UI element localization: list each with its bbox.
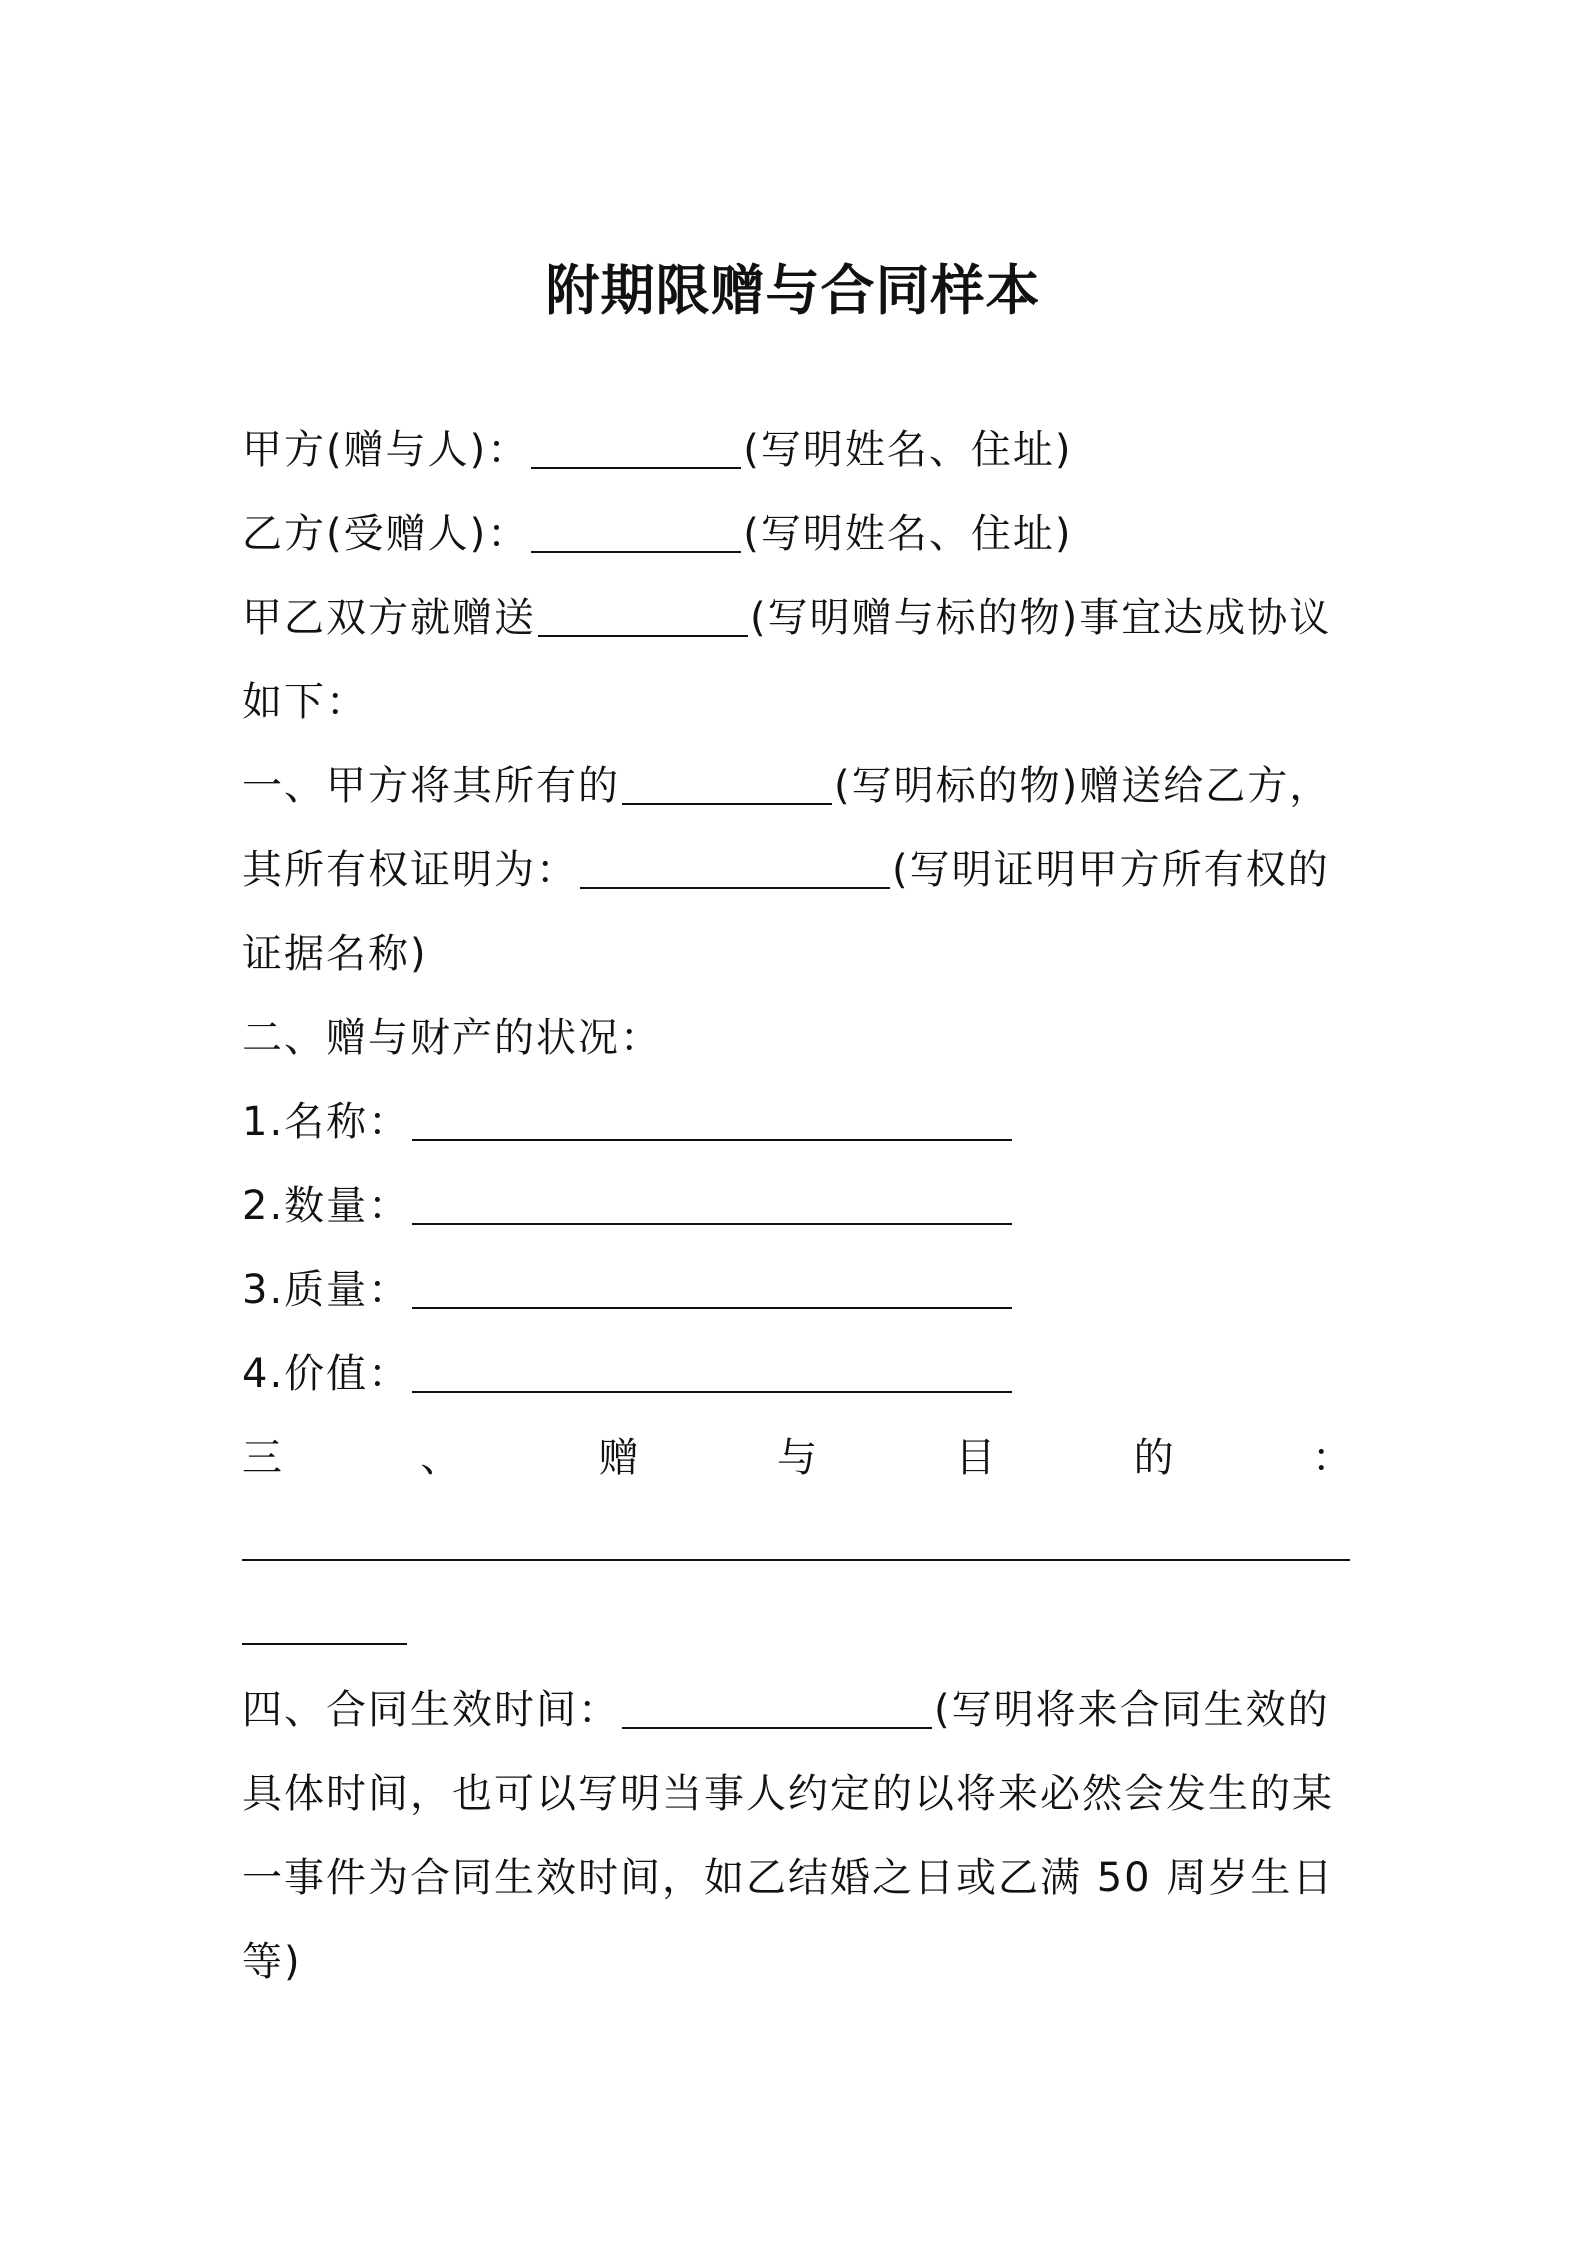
- party-a-note: (写明姓名、住址): [743, 427, 1073, 473]
- party-b-note: (写明姓名、住址): [743, 511, 1073, 557]
- agreement-line-end: 如下：: [242, 679, 368, 725]
- clause-2-heading: 二、赠与财产的状况：: [242, 1015, 662, 1061]
- clause-4-suffix: (写明将来合同生效的: [934, 1687, 1330, 1733]
- clause-3-char: ：: [1311, 1435, 1352, 1481]
- clause-1-blank: [622, 763, 832, 805]
- clause-4-prefix: 四、合同生效时间：: [242, 1687, 620, 1733]
- item-quality-label: 3.质量：: [242, 1267, 411, 1313]
- clause-4-line-2: 具体时间，也可以写明当事人约定的以将来必然会发生的某: [242, 1771, 1334, 1817]
- clause-4-line-4: 等): [242, 1939, 302, 1985]
- item-quality-line: [242, 1248, 1352, 1332]
- party-a-label: 甲方(赠与人)：: [242, 427, 530, 473]
- clause-4-line: [242, 1668, 1352, 1752]
- clause-1-prefix: 一、甲方将其所有的: [242, 763, 620, 809]
- item-name-blank: [412, 1099, 1012, 1141]
- clause-1-line: [242, 744, 1352, 828]
- ownership-prefix: 其所有权证明为：: [242, 847, 578, 893]
- clause-3-char: 三: [242, 1435, 282, 1481]
- effective-time-blank: [622, 1687, 932, 1729]
- item-name-label: 1.名称：: [242, 1099, 411, 1145]
- item-value-label: 4.价值：: [242, 1351, 411, 1397]
- clause-3-char: 、: [420, 1435, 461, 1481]
- gift-object-blank: [538, 595, 748, 637]
- agreement-suffix: (写明赠与标的物)事宜达成协议: [750, 595, 1332, 641]
- item-value-blank: [412, 1351, 1012, 1393]
- clause-3-heading: [242, 1416, 1352, 1500]
- purpose-blank-continued: [242, 1603, 407, 1645]
- item-quality-blank: [412, 1267, 1012, 1309]
- party-b-line: [242, 492, 1352, 576]
- document-title: 附期限赠与合同样本: [545, 259, 1041, 322]
- item-quantity-blank: [412, 1183, 1012, 1225]
- clause-1-suffix: (写明标的物)赠送给乙方，: [834, 763, 1332, 809]
- party-b-blank: [531, 511, 741, 553]
- document-body: [242, 408, 1352, 2004]
- ownership-line-end: 证据名称): [242, 931, 428, 977]
- clause-3-char: 的: [1133, 1435, 1174, 1481]
- item-quantity-label: 2.数量：: [242, 1183, 411, 1229]
- agreement-prefix: 甲乙双方就赠送: [242, 595, 536, 641]
- purpose-blank-line-2: [242, 1584, 1352, 1668]
- item-name-line: [242, 1080, 1352, 1164]
- party-b-label: 乙方(受赠人)：: [242, 511, 530, 557]
- purpose-blank-line-1: [242, 1500, 1352, 1584]
- party-a-blank: [531, 427, 741, 469]
- item-quantity-line: [242, 1164, 1352, 1248]
- ownership-suffix: (写明证明甲方所有权的: [892, 847, 1330, 893]
- ownership-line: [242, 828, 1352, 912]
- ownership-blank: [580, 847, 890, 889]
- item-value-line: [242, 1332, 1352, 1416]
- agreement-line: [242, 576, 1352, 660]
- party-a-line: [242, 408, 1352, 492]
- purpose-blank: [242, 1519, 1350, 1561]
- clause-4-line-3: 一事件为合同生效时间，如乙结婚之日或乙满 50 周岁生日: [242, 1855, 1335, 1901]
- clause-3-char: 与: [776, 1435, 817, 1481]
- clause-3-char: 目: [955, 1435, 996, 1481]
- clause-3-char: 赠: [598, 1435, 639, 1481]
